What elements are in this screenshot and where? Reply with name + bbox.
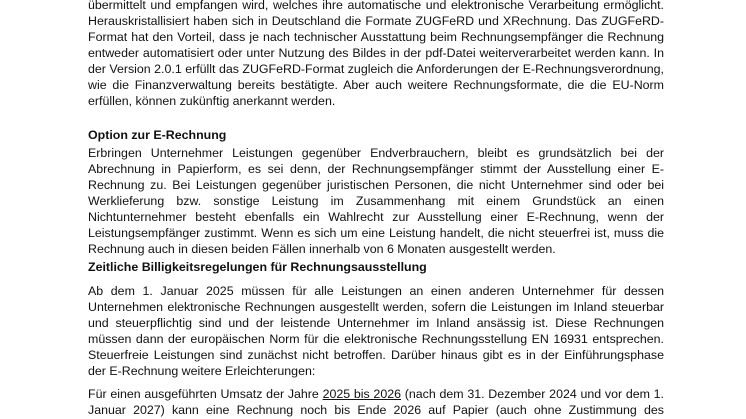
text-line: Ab dem 1. Januar 2025 müssen für alle Leistungen an einen anderen Unternehmer für dessen <box>88 284 664 298</box>
paragraph-time-relief <box>88 283 664 379</box>
text-line: Januar 2027) kann eine Rechnung noch bis Ende 2026 auf Papier (auch ohne Zustimmung des <box>88 403 664 417</box>
text-line: wie die Finanzverwaltung bereits bestätigte. Aber auch weitere Rechnungsformate, die die EU-Norm <box>88 78 664 92</box>
text-line: Herauskristallisiert haben sich in Deutschland die Formate ZUGFeRD und XRechnung. Das ZUGFeRD- <box>88 14 664 28</box>
text-line: Nichtunternehmer besteht ebenfalls ein Wahlrecht zur Ausstellung einer E-Rechnung, wenn der <box>88 210 664 224</box>
text-line: übermittelt und empfangen wird, welches ihre automatische und elektronische Verarbeitung ermöglicht. <box>88 0 664 12</box>
text-line: Leistungsempfänger zustimmt. Wenn es sich um eine Leistung handelt, die nicht steuerfrei ist, muss die <box>88 226 664 240</box>
text-segment: Für einen ausgeführten Umsatz der Jahre <box>88 387 323 401</box>
paragraph-transition-years <box>88 386 664 418</box>
text-line: und steuerpflichtig sind und der leistende Unternehmer im Inland ansässig ist. Diese Rechnungen <box>88 316 664 330</box>
text-line: müssen dann der europäischen Norm für die elektronische Rechnungsstellung EN 16931 entsprechen. <box>88 332 664 346</box>
text-line: Erbringen Unternehmer Leistungen gegenüber Endverbrauchern, bleibt es grundsätzlich bei der <box>88 146 664 160</box>
text-line: Rechnung auch in diesen beiden Fällen innerhalb von 6 Monaten ausgestellt werden. <box>88 242 556 256</box>
section-heading-option-e-invoice: Option zur E-Rechnung <box>88 128 227 142</box>
text-segment: (nach dem 31. Dezember 2024 und vor dem 1. <box>401 387 664 401</box>
text-line: Format hat den Vorteil, dass je nach technischer Ausstattung beim Rechnungsempfänger die Rechnung <box>88 30 664 44</box>
text-line <box>88 386 664 402</box>
text-line: entweder automatisiert oder unter Nutzung des Bildes in der pdf-Datei weiterverarbeitet werden kann. In <box>88 46 664 60</box>
underlined-period: 2025 bis 2026 <box>322 387 402 401</box>
text-line: Rechnung zu. Bei Leistungen gegenüber juristischen Personen, die nicht Unternehmer sind oder bei <box>88 178 664 192</box>
text-line: erfüllen, können zukünftig anerkannt werden. <box>88 94 336 108</box>
text-line: Werklieferung bzw. sonstige Leistung im Zusammenhang mit einem Grundstück an einen <box>88 194 664 208</box>
paragraph-option-e-invoice <box>88 145 664 257</box>
paragraph-e-invoice-formats <box>88 0 664 109</box>
text-line: der E-Rechnung weitere Erleichterungen: <box>88 364 316 378</box>
text-line: Unternehmen elektronische Rechnungen ausgestellt werden, sofern die Leistungen im Inland steuerbar <box>88 300 664 314</box>
text-line: der Version 2.0.1 erfüllt das ZUGFeRD-Format zugleich die Anforderungen der E-Rechnungsverordnung, <box>88 62 664 76</box>
text-line: Steuerfreie Leistungen sind zunächst nicht betroffen. Darüber hinaus gibt es in der Einführungsphase <box>88 348 664 362</box>
text-line: Abrechnung in Papierform, es sei denn, der Rechnungsempfänger stimmt der Ausstellung einer E- <box>88 162 664 176</box>
section-heading-time-relief: Zeitliche Billigkeitsregelungen für Rechnungsausstellung <box>88 260 427 274</box>
